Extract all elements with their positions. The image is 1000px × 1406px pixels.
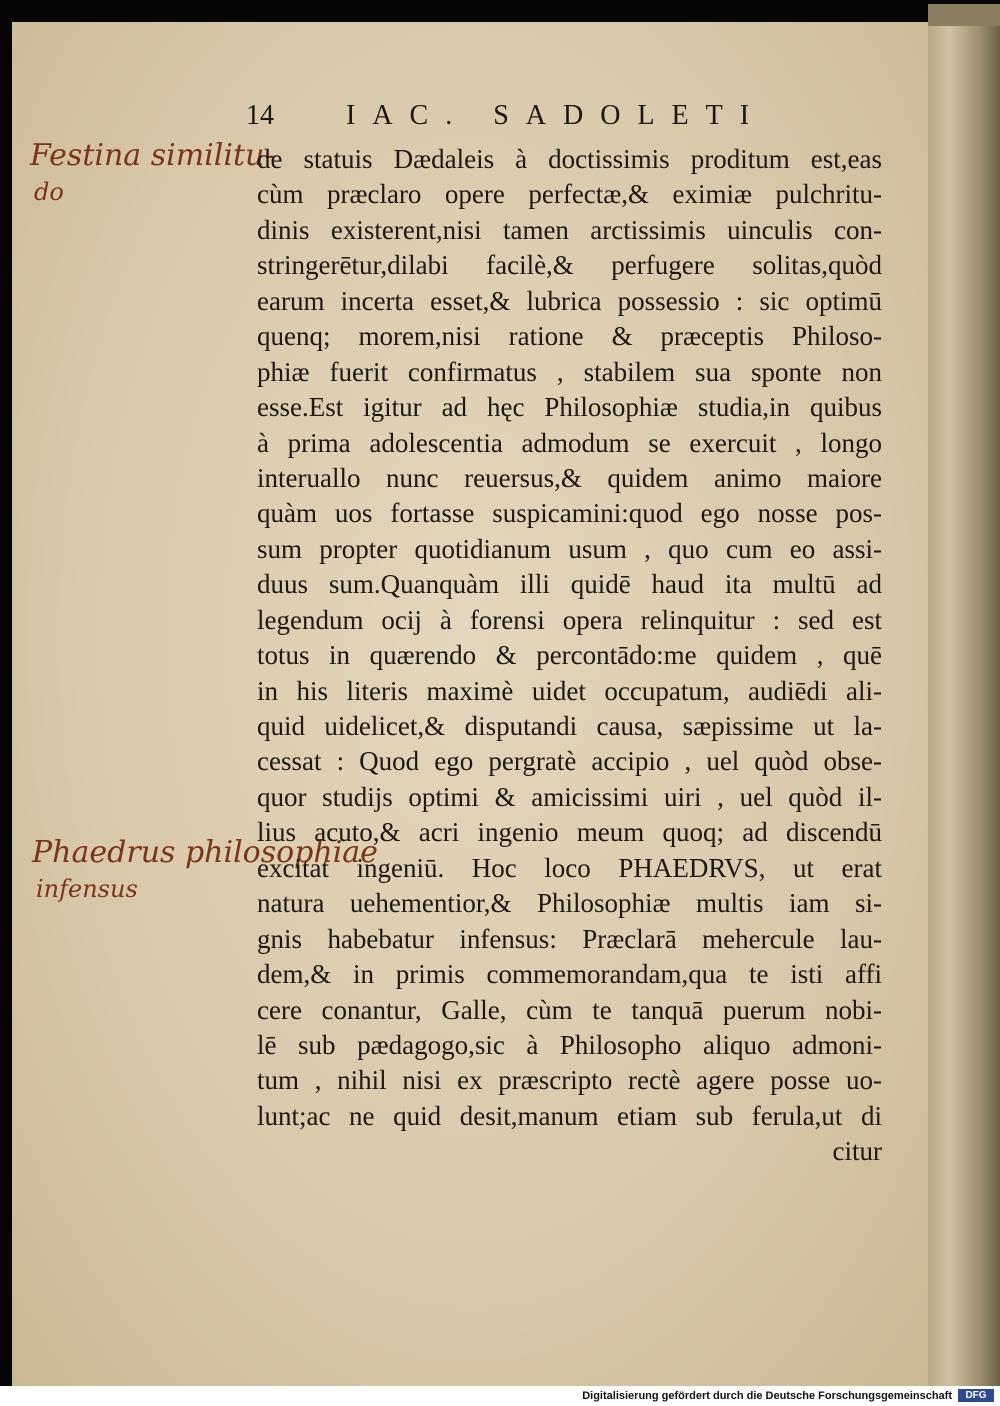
text-line: cere conantur, Galle, cùm te tanquā puerum nobi- (257, 994, 882, 1025)
funding-credit: Digitalisierung gefördert durch die Deutsche Forschungsgemeinschaft (582, 1390, 952, 1402)
text-line: quor studijs optimi & amicissimi uiri , uel quòd il- (257, 781, 882, 812)
text-line: duus sum.Quanquàm illi quidē haud ita multū ad (257, 569, 882, 600)
marginal-note-1-line2: do (34, 178, 64, 206)
text-line: à prima adolescentia admodum se exercuit , longo (257, 427, 882, 458)
text-line: earum incerta esset,& lubrica possessio : sic optimū (257, 285, 882, 316)
text-line: stringerētur,dilabi facilè,& perfugere solitas,quòd (257, 250, 882, 281)
text-line: totus in quærendo & percontādo:me quidem , quē (257, 640, 882, 671)
text-line: cùm præclaro opere perfectæ,& eximiæ pulchritu- (257, 179, 882, 210)
marginal-note-1-line1: Festina similitu- (30, 138, 275, 173)
text-line: quàm uos fortasse suspicamini:quod ego nosse pos- (257, 498, 882, 529)
marginal-note-1 (30, 138, 274, 210)
marginal-note-2-line2: infensus (36, 875, 138, 903)
text-line: in his literis maximè uidet occupatum, audiēdi ali- (257, 675, 882, 706)
text-line: quid uidelicet,& disputandi causa, sæpissime ut la- (257, 711, 882, 741)
book-fore-edge (928, 4, 1000, 1386)
text-line: quenq; morem,nisi ratione & præceptis Philoso- (257, 321, 882, 352)
text-line: lunt;ac ne quid desit,manum etiam sub ferula,ut di (257, 1100, 882, 1131)
page-number: 14 (246, 100, 274, 131)
text-line: dem,& in primis commemorandam,qua te isti affi (257, 959, 882, 990)
catchword: citur (832, 1136, 882, 1167)
text-line: interuallo nunc reuersus,& quidem animo maiore (257, 462, 882, 493)
dfg-logo: DFG (958, 1389, 994, 1402)
main-text-block (257, 142, 882, 1170)
text-line: phiæ fuerit confirmatus , stabilem sua sponte non (257, 356, 882, 387)
text-line: de statuis Dædaleis à doctissimis proditum est,eas (257, 144, 882, 174)
text-line: cessat : Quod ego pergratè accipio , uel quòd obse- (257, 746, 882, 777)
text-line: lē sub pædagogo,sic à Philosopho aliquo admoni- (257, 1029, 882, 1060)
text-line: dinis existerent,nisi tamen arctissimis uinculis con- (257, 214, 882, 245)
page-tab (928, 4, 1000, 26)
text-line: excitat ingeniū. Hoc loco PHAEDRVS, ut erat (257, 852, 882, 883)
text-line: tum , nihil nisi ex præscripto rectè agere posse uo- (257, 1065, 882, 1096)
running-title: IAC. SADOLETI (346, 100, 767, 131)
text-line: legendum ocij à forensi opera relinquitur : sed est (257, 604, 882, 635)
text-line: natura uehementior,& Philosophiæ multis iam si- (257, 888, 882, 919)
digitization-footer (0, 1386, 1000, 1406)
text-line: gnis habebatur infensus: Præclarā mehercule lau- (257, 923, 882, 954)
text-line: esse.Est igitur ad hęc Philosophiæ studia,in quibus (257, 392, 882, 423)
text-line: lius acuto,& acri ingenio meum quoq; ad discendū (257, 817, 882, 848)
marginal-note-2-line1: Phaedrus philosophiae (32, 835, 378, 870)
text-line: sum propter quotidianum usum , quo cum eo assi- (257, 533, 882, 564)
